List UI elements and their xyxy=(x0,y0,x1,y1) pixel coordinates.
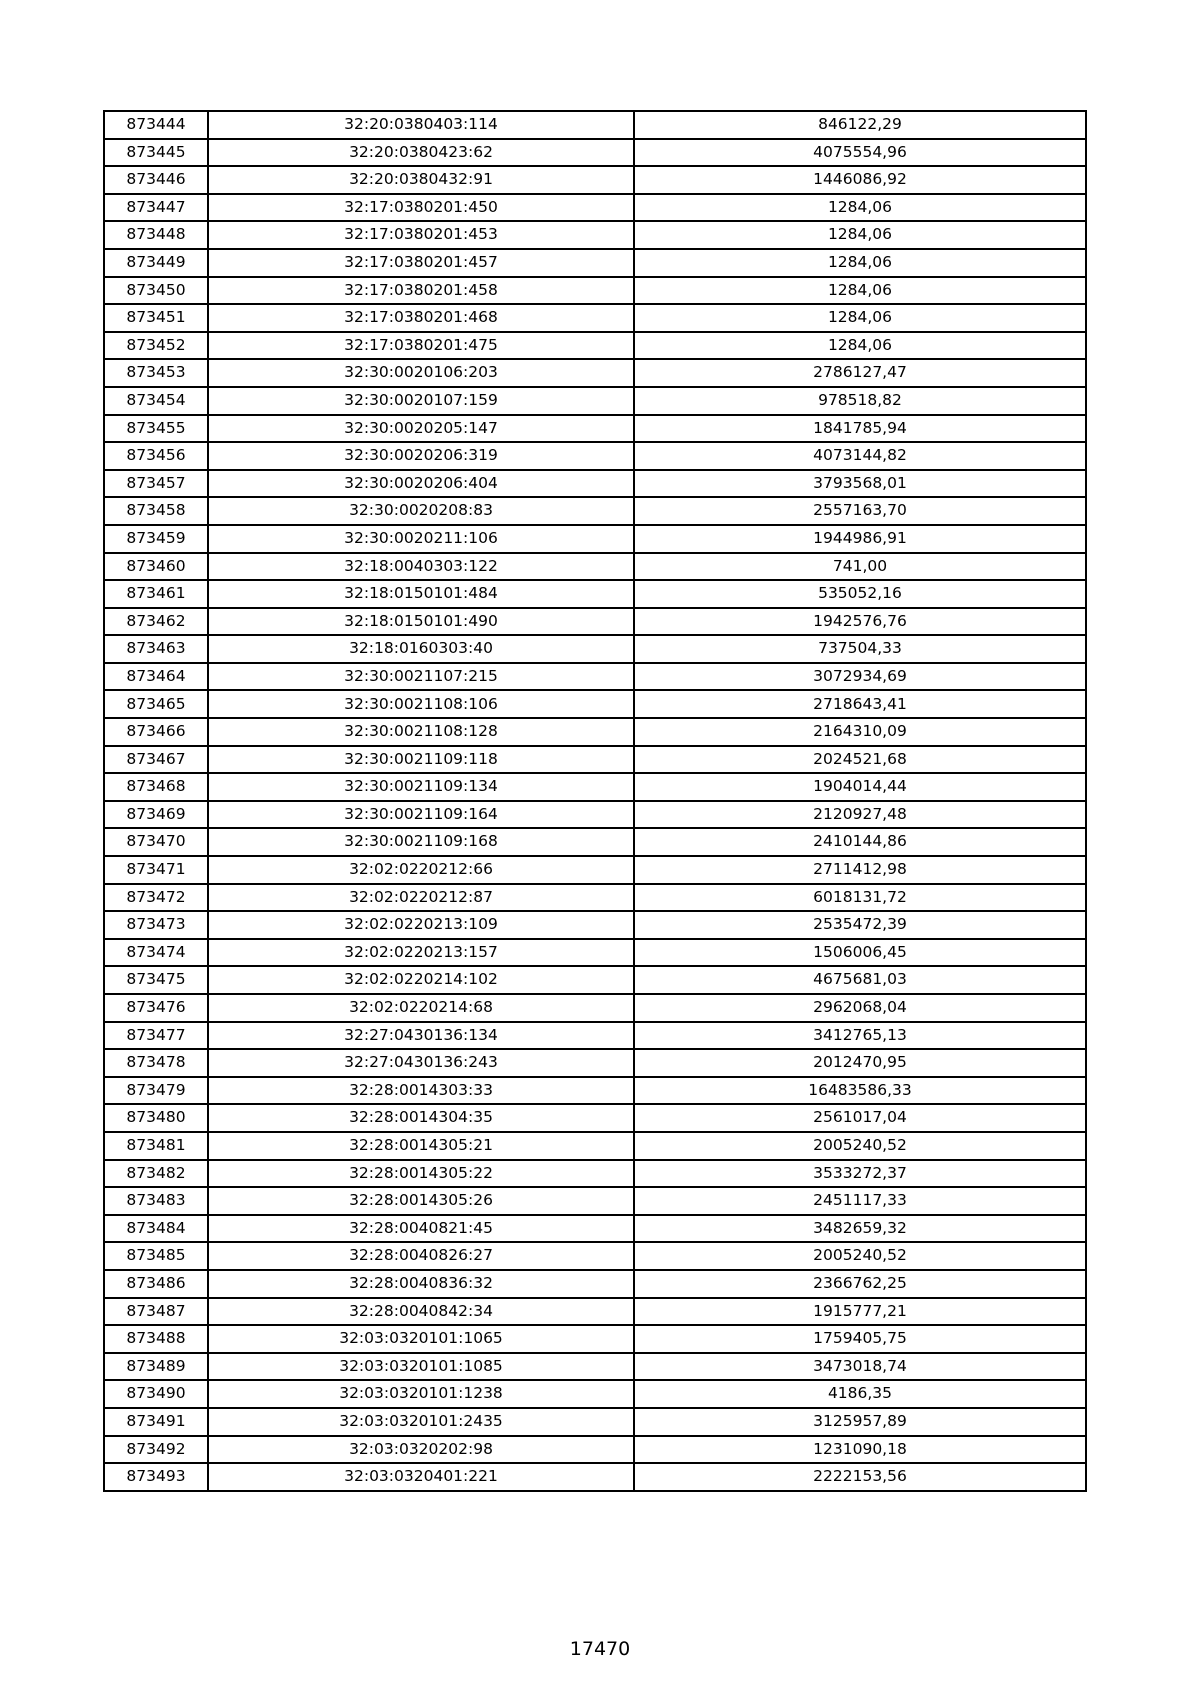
value-cell: 3412765,13 xyxy=(634,1022,1086,1050)
table-row xyxy=(104,1022,1086,1050)
cadastral-number-cell: 32:30:0021107:215 xyxy=(208,663,634,691)
value-cell: 978518,82 xyxy=(634,387,1086,415)
value-cell: 1284,06 xyxy=(634,277,1086,305)
value-cell: 535052,16 xyxy=(634,580,1086,608)
value-cell: 1506006,45 xyxy=(634,939,1086,967)
table-row xyxy=(104,139,1086,167)
row-number-cell: 873459 xyxy=(104,525,208,553)
cadastral-number-cell: 32:28:0040842:34 xyxy=(208,1298,634,1326)
value-cell: 2557163,70 xyxy=(634,497,1086,525)
cadastral-number-cell: 32:17:0380201:468 xyxy=(208,304,634,332)
cadastral-number-cell: 32:18:0150101:490 xyxy=(208,608,634,636)
table-row xyxy=(104,221,1086,249)
value-cell: 3125957,89 xyxy=(634,1408,1086,1436)
table-row xyxy=(104,1270,1086,1298)
table-row xyxy=(104,1215,1086,1243)
cadastral-number-cell: 32:18:0160303:40 xyxy=(208,635,634,663)
value-cell: 2561017,04 xyxy=(634,1104,1086,1132)
table-row xyxy=(104,1049,1086,1077)
table-row xyxy=(104,415,1086,443)
row-number-cell: 873447 xyxy=(104,194,208,222)
value-cell: 2164310,09 xyxy=(634,718,1086,746)
cadastral-number-cell: 32:03:0320401:221 xyxy=(208,1463,634,1491)
cadastral-number-cell: 32:28:0040821:45 xyxy=(208,1215,634,1243)
cadastral-number-cell: 32:30:0020205:147 xyxy=(208,415,634,443)
cadastral-number-cell: 32:30:0020106:203 xyxy=(208,359,634,387)
cadastral-number-cell: 32:30:0021108:106 xyxy=(208,690,634,718)
value-cell: 1841785,94 xyxy=(634,415,1086,443)
value-cell: 1231090,18 xyxy=(634,1436,1086,1464)
table-row xyxy=(104,1463,1086,1491)
table-row xyxy=(104,1353,1086,1381)
row-number-cell: 873465 xyxy=(104,690,208,718)
value-cell: 2120927,48 xyxy=(634,801,1086,829)
value-cell: 2535472,39 xyxy=(634,911,1086,939)
table-row xyxy=(104,966,1086,994)
value-cell: 741,00 xyxy=(634,553,1086,581)
table-row xyxy=(104,166,1086,194)
row-number-cell: 873470 xyxy=(104,828,208,856)
table-row xyxy=(104,773,1086,801)
row-number-cell: 873487 xyxy=(104,1298,208,1326)
value-cell: 4073144,82 xyxy=(634,442,1086,470)
value-cell: 1284,06 xyxy=(634,221,1086,249)
row-number-cell: 873452 xyxy=(104,332,208,360)
row-number-cell: 873468 xyxy=(104,773,208,801)
cadastral-number-cell: 32:30:0020206:319 xyxy=(208,442,634,470)
row-number-cell: 873476 xyxy=(104,994,208,1022)
row-number-cell: 873480 xyxy=(104,1104,208,1132)
value-cell: 737504,33 xyxy=(634,635,1086,663)
cadastral-number-cell: 32:28:0014305:22 xyxy=(208,1160,634,1188)
row-number-cell: 873488 xyxy=(104,1325,208,1353)
row-number-cell: 873466 xyxy=(104,718,208,746)
table-row xyxy=(104,1132,1086,1160)
row-number-cell: 873455 xyxy=(104,415,208,443)
row-number-cell: 873479 xyxy=(104,1077,208,1105)
value-cell: 16483586,33 xyxy=(634,1077,1086,1105)
table-row xyxy=(104,249,1086,277)
table-row xyxy=(104,939,1086,967)
cadastral-number-cell: 32:02:0220213:157 xyxy=(208,939,634,967)
value-cell: 2451117,33 xyxy=(634,1187,1086,1215)
row-number-cell: 873483 xyxy=(104,1187,208,1215)
row-number-cell: 873490 xyxy=(104,1380,208,1408)
row-number-cell: 873491 xyxy=(104,1408,208,1436)
cadastral-number-cell: 32:28:0014304:35 xyxy=(208,1104,634,1132)
row-number-cell: 873473 xyxy=(104,911,208,939)
table-row xyxy=(104,994,1086,1022)
table-row xyxy=(104,304,1086,332)
table-row xyxy=(104,580,1086,608)
row-number-cell: 873474 xyxy=(104,939,208,967)
table-row xyxy=(104,525,1086,553)
row-number-cell: 873475 xyxy=(104,966,208,994)
cadastral-number-cell: 32:30:0021108:128 xyxy=(208,718,634,746)
value-cell: 2366762,25 xyxy=(634,1270,1086,1298)
table-row xyxy=(104,442,1086,470)
table-row xyxy=(104,194,1086,222)
row-number-cell: 873453 xyxy=(104,359,208,387)
cadastral-number-cell: 32:20:0380432:91 xyxy=(208,166,634,194)
cadastral-number-cell: 32:30:0021109:164 xyxy=(208,801,634,829)
table-row xyxy=(104,1077,1086,1105)
row-number-cell: 873469 xyxy=(104,801,208,829)
row-number-cell: 873450 xyxy=(104,277,208,305)
row-number-cell: 873446 xyxy=(104,166,208,194)
row-number-cell: 873444 xyxy=(104,111,208,139)
page-number: 17470 xyxy=(569,1638,631,1660)
table-row xyxy=(104,884,1086,912)
cadastral-number-cell: 32:17:0380201:457 xyxy=(208,249,634,277)
row-number-cell: 873492 xyxy=(104,1436,208,1464)
value-cell: 3473018,74 xyxy=(634,1353,1086,1381)
row-number-cell: 873461 xyxy=(104,580,208,608)
row-number-cell: 873445 xyxy=(104,139,208,167)
row-number-cell: 873457 xyxy=(104,470,208,498)
cadastral-number-cell: 32:20:0380423:62 xyxy=(208,139,634,167)
row-number-cell: 873482 xyxy=(104,1160,208,1188)
row-number-cell: 873464 xyxy=(104,663,208,691)
value-cell: 6018131,72 xyxy=(634,884,1086,912)
value-cell: 1284,06 xyxy=(634,249,1086,277)
value-cell: 2410144,86 xyxy=(634,828,1086,856)
value-cell: 4075554,96 xyxy=(634,139,1086,167)
cadastral-number-cell: 32:18:0040303:122 xyxy=(208,553,634,581)
cadastral-number-cell: 32:30:0020208:83 xyxy=(208,497,634,525)
row-number-cell: 873485 xyxy=(104,1242,208,1270)
cadastral-number-cell: 32:17:0380201:450 xyxy=(208,194,634,222)
value-cell: 2005240,52 xyxy=(634,1242,1086,1270)
value-cell: 1904014,44 xyxy=(634,773,1086,801)
cadastral-number-cell: 32:27:0430136:243 xyxy=(208,1049,634,1077)
row-number-cell: 873454 xyxy=(104,387,208,415)
row-number-cell: 873460 xyxy=(104,553,208,581)
value-cell: 3793568,01 xyxy=(634,470,1086,498)
value-cell: 4186,35 xyxy=(634,1380,1086,1408)
cadastral-number-cell: 32:03:0320202:98 xyxy=(208,1436,634,1464)
row-number-cell: 873458 xyxy=(104,497,208,525)
table-row xyxy=(104,1408,1086,1436)
table-row xyxy=(104,1380,1086,1408)
value-cell: 3533272,37 xyxy=(634,1160,1086,1188)
table-row xyxy=(104,497,1086,525)
table-row xyxy=(104,1436,1086,1464)
row-number-cell: 873471 xyxy=(104,856,208,884)
cadastral-number-cell: 32:17:0380201:458 xyxy=(208,277,634,305)
row-number-cell: 873456 xyxy=(104,442,208,470)
row-number-cell: 873493 xyxy=(104,1463,208,1491)
cadastral-number-cell: 32:28:0040826:27 xyxy=(208,1242,634,1270)
table-row xyxy=(104,801,1086,829)
value-cell: 846122,29 xyxy=(634,111,1086,139)
value-cell: 1284,06 xyxy=(634,332,1086,360)
table-row xyxy=(104,1187,1086,1215)
row-number-cell: 873467 xyxy=(104,746,208,774)
row-number-cell: 873448 xyxy=(104,221,208,249)
row-number-cell: 873489 xyxy=(104,1353,208,1381)
table-row xyxy=(104,470,1086,498)
table-row xyxy=(104,690,1086,718)
table-row xyxy=(104,746,1086,774)
table-row xyxy=(104,111,1086,139)
cadastral-number-cell: 32:30:0020107:159 xyxy=(208,387,634,415)
cadastral-number-cell: 32:27:0430136:134 xyxy=(208,1022,634,1050)
table-row xyxy=(104,635,1086,663)
table-row xyxy=(104,1160,1086,1188)
table-row xyxy=(104,718,1086,746)
value-cell: 2005240,52 xyxy=(634,1132,1086,1160)
value-cell: 2222153,56 xyxy=(634,1463,1086,1491)
cadastral-number-cell: 32:02:0220212:66 xyxy=(208,856,634,884)
row-number-cell: 873484 xyxy=(104,1215,208,1243)
table-body xyxy=(104,111,1086,1491)
row-number-cell: 873449 xyxy=(104,249,208,277)
cadastral-number-cell: 32:30:0020206:404 xyxy=(208,470,634,498)
row-number-cell: 873463 xyxy=(104,635,208,663)
value-cell: 2012470,95 xyxy=(634,1049,1086,1077)
value-cell: 1759405,75 xyxy=(634,1325,1086,1353)
value-cell: 1284,06 xyxy=(634,194,1086,222)
value-cell: 2718643,41 xyxy=(634,690,1086,718)
row-number-cell: 873478 xyxy=(104,1049,208,1077)
row-number-cell: 873472 xyxy=(104,884,208,912)
row-number-cell: 873481 xyxy=(104,1132,208,1160)
table-row xyxy=(104,553,1086,581)
value-cell: 2024521,68 xyxy=(634,746,1086,774)
row-number-cell: 873477 xyxy=(104,1022,208,1050)
value-cell: 1284,06 xyxy=(634,304,1086,332)
table-row xyxy=(104,1104,1086,1132)
cadastral-number-cell: 32:30:0021109:118 xyxy=(208,746,634,774)
table-row xyxy=(104,1298,1086,1326)
table-row xyxy=(104,387,1086,415)
cadastral-number-cell: 32:20:0380403:114 xyxy=(208,111,634,139)
cadastral-number-cell: 32:03:0320101:1238 xyxy=(208,1380,634,1408)
cadastral-number-cell: 32:17:0380201:475 xyxy=(208,332,634,360)
cadastral-number-cell: 32:02:0220214:68 xyxy=(208,994,634,1022)
cadastral-number-cell: 32:28:0014305:21 xyxy=(208,1132,634,1160)
value-cell: 3072934,69 xyxy=(634,663,1086,691)
row-number-cell: 873462 xyxy=(104,608,208,636)
value-cell: 1942576,76 xyxy=(634,608,1086,636)
value-cell: 1915777,21 xyxy=(634,1298,1086,1326)
table-row xyxy=(104,277,1086,305)
cadastral-number-cell: 32:02:0220214:102 xyxy=(208,966,634,994)
table-row xyxy=(104,663,1086,691)
cadastral-number-cell: 32:03:0320101:2435 xyxy=(208,1408,634,1436)
cadastral-number-cell: 32:28:0014305:26 xyxy=(208,1187,634,1215)
cadastral-number-cell: 32:02:0220213:109 xyxy=(208,911,634,939)
cadastral-number-cell: 32:17:0380201:453 xyxy=(208,221,634,249)
value-cell: 1446086,92 xyxy=(634,166,1086,194)
table-row xyxy=(104,828,1086,856)
value-cell: 2962068,04 xyxy=(634,994,1086,1022)
cadastral-number-cell: 32:30:0021109:168 xyxy=(208,828,634,856)
value-cell: 2786127,47 xyxy=(634,359,1086,387)
data-table xyxy=(103,110,1087,1492)
cadastral-number-cell: 32:03:0320101:1085 xyxy=(208,1353,634,1381)
table-row xyxy=(104,359,1086,387)
cadastral-number-cell: 32:03:0320101:1065 xyxy=(208,1325,634,1353)
table-row xyxy=(104,332,1086,360)
cadastral-number-cell: 32:18:0150101:484 xyxy=(208,580,634,608)
value-cell: 1944986,91 xyxy=(634,525,1086,553)
cadastral-number-cell: 32:30:0020211:106 xyxy=(208,525,634,553)
cadastral-number-cell: 32:28:0040836:32 xyxy=(208,1270,634,1298)
table-row xyxy=(104,856,1086,884)
table-row xyxy=(104,1325,1086,1353)
value-cell: 2711412,98 xyxy=(634,856,1086,884)
row-number-cell: 873451 xyxy=(104,304,208,332)
cadastral-number-cell: 32:28:0014303:33 xyxy=(208,1077,634,1105)
row-number-cell: 873486 xyxy=(104,1270,208,1298)
cadastral-number-cell: 32:30:0021109:134 xyxy=(208,773,634,801)
table-row xyxy=(104,911,1086,939)
value-cell: 3482659,32 xyxy=(634,1215,1086,1243)
value-cell: 4675681,03 xyxy=(634,966,1086,994)
table-row xyxy=(104,608,1086,636)
cadastral-number-cell: 32:02:0220212:87 xyxy=(208,884,634,912)
table-row xyxy=(104,1242,1086,1270)
